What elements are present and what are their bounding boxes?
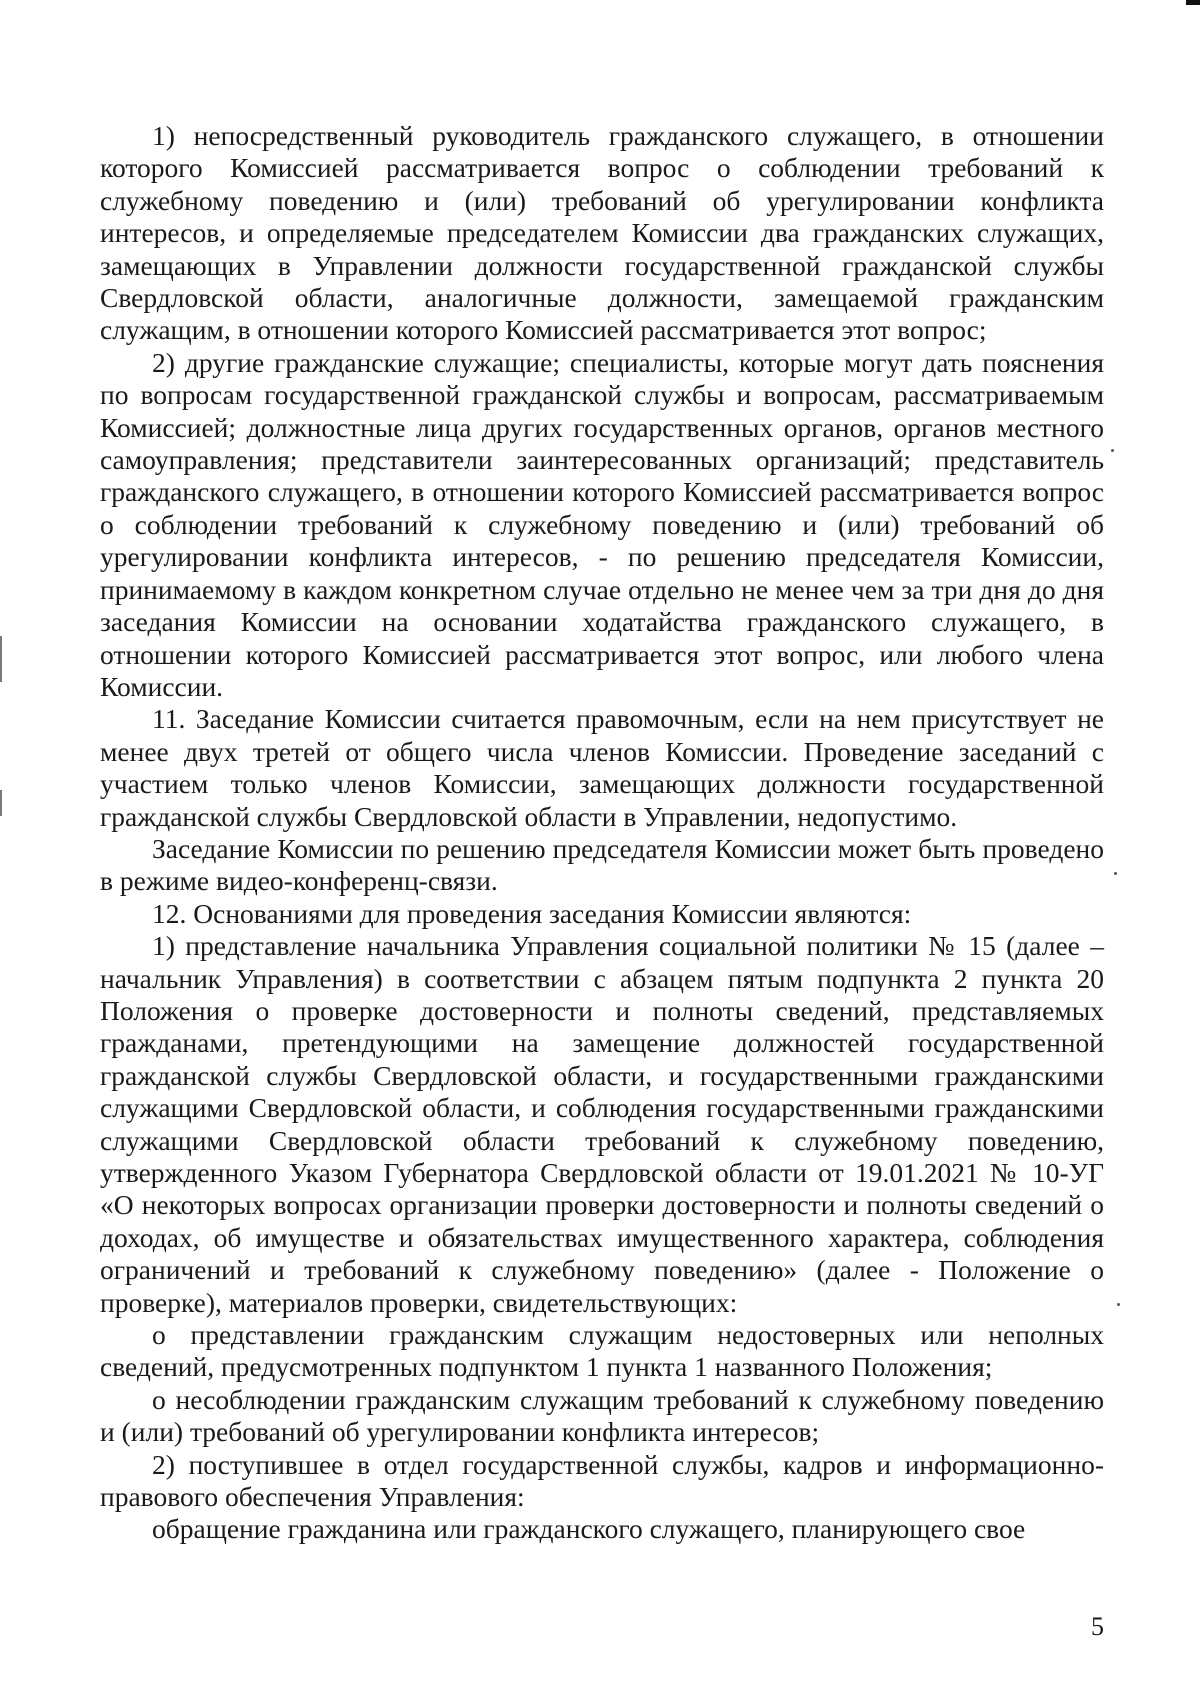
document-body — [100, 120, 1104, 1546]
paragraph-clause-12: 12. Основаниями для проведения заседания Комиссии являются: — [152, 897, 912, 929]
paragraph-member-item-1: 1) непосредственный руководитель гражданского служащего, в отношении которого Комиссией рассматривается вопрос о соблюдении требований к служебному поведению и (или) требований об урегулировании конфликта интересов, и определяемые председателем Комиссии два гражданских служащих, замещающих в Управлении должности государственной гражданской службы Свердловской области, аналогичные должности, замещаемой гражданским служащим, в отношении которого Комиссией рассматривается этот вопрос; — [100, 120, 1104, 346]
scan-artifact-line — [0, 636, 2, 682]
paragraph-appeal: обращение гражданина или гражданского служащего, планирующего свое — [152, 1513, 1026, 1545]
scan-artifact-line — [0, 790, 2, 816]
scan-speck — [1117, 1303, 1120, 1306]
page-number: 5 — [1091, 1612, 1104, 1641]
paragraph-grounds-subitem-b: о несоблюдении гражданским служащим требований к служебному поведению и (или) требований об урегулировании конфликта интересов; — [100, 1383, 1104, 1448]
paragraph-grounds-item-2: 2) поступившее в отдел государственной службы, кадров и информационно-правового обеспечения Управления: — [100, 1448, 1104, 1513]
paragraph-video-conference: Заседание Комиссии по решению председателя Комиссии может быть проведено в режиме видео-конференц-связи. — [100, 832, 1104, 897]
paragraph-clause-11: 11. Заседание Комиссии считается правомочным, если на нем присутствует не менее двух третей от общего числа членов Комиссии. Проведение заседаний с участием только членов Комиссии, замещающих должности государственной гражданской службы Свердловской области в Управлении, недопустимо. — [100, 703, 1104, 832]
scan-corner-mark — [1186, 0, 1200, 5]
scan-speck — [1111, 449, 1114, 452]
paragraph-member-item-2: 2) другие гражданские служащие; специалисты, которые могут дать пояснения по вопросам государственной гражданской службы и вопросам, рассматриваемым Комиссией; должностные лица других государственных органов, органов местного самоуправления; представители заинтересованных организаций; представитель гражданского служащего, в отношении которого Комиссией рассматривается вопрос о соблюдении требований к служебному поведению и (или) требований об урегулировании конфликта интересов, - по решению председателя Комиссии, принимаемому в каждом конкретном случае отдельно не менее чем за три дня до дня заседания Комиссии на основании ходатайства гражданского служащего, в отношении которого Комиссией рассматривается этот вопрос, или любого члена Комиссии. — [100, 346, 1104, 702]
scan-speck — [1114, 872, 1117, 875]
paragraph-grounds-subitem-a: о представлении гражданским служащим недостоверных или неполных сведений, предусмотренных подпунктом 1 пункта 1 названного Положения; — [100, 1319, 1104, 1383]
paragraph-grounds-item-1: 1) представление начальника Управления социальной политики № 15 (далее – начальник Управления) в соответствии с абзацем пятым подпункта 2 пункта 20 Положения о проверке достоверности и полноты сведений, представляемых гражданами, претендующими на замещение должностей государственной гражданской службы Свердловской области, и государственными гражданскими служащими Свердловской области, и соблюдения государственными гражданскими служащими Свердловской области требований к служебному поведению, утвержденного Указом Губернатора Свердловской области от 19.01.2021 № 10-УГ «О некоторых вопросах организации проверки достоверности и полноты сведений о доходах, об имуществе и обязательствах имущественного характера, соблюдения ограничений и требований к служебному поведению» (далее - Положение о проверке), материалов проверки, свидетельствующих: — [100, 930, 1104, 1318]
